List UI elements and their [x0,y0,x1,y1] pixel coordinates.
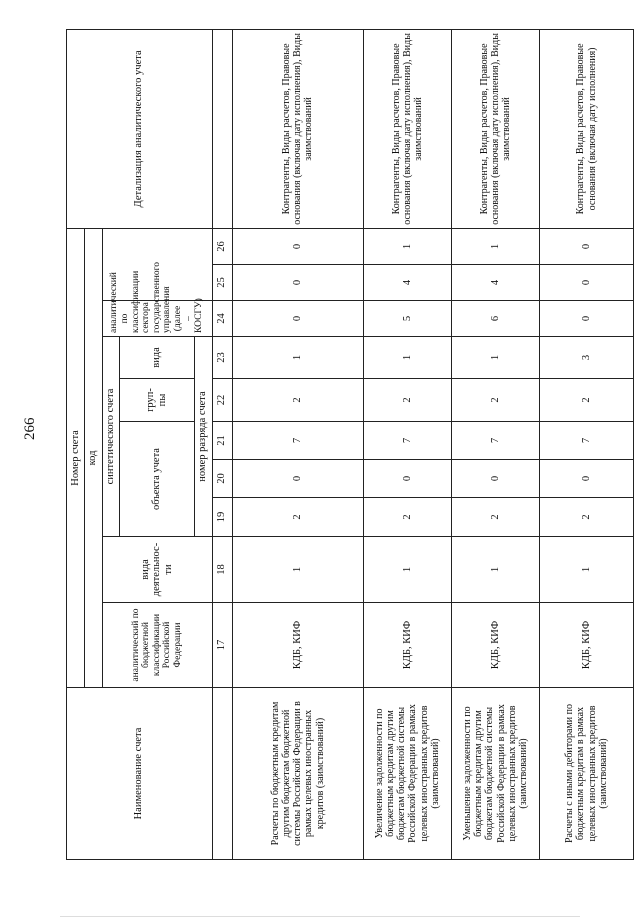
digit-20-value: 0 [540,460,634,498]
account-name: Расчеты по бюджетным кредитам другим бюджетам бюджетной системы Российской Федерации в рамках целевых иностранных кредитов (заимствований) [232,688,363,860]
kind-value: 3 [540,337,634,379]
kosgu-26-value: 0 [232,228,363,264]
header-synthetic: синтетического счета [102,337,120,537]
digit-19-value: 2 [452,498,540,537]
accounts-table [66,29,634,860]
group-value: 2 [363,379,451,422]
kosgu-26-value: 1 [452,228,540,264]
activity-code: 1 [540,537,634,603]
activity-code: 1 [232,537,363,603]
budget-code: КДБ, КИФ [452,603,540,688]
detail-text: Контрагенты, Виды расчетов, Правовые основания (включая дату исполнения) [540,29,634,228]
kosgu-26-value: 1 [363,228,451,264]
digit-19-value: 2 [232,498,363,537]
header-code: код [84,228,102,687]
digit-blank [212,688,232,860]
kosgu-25-value: 4 [452,265,540,301]
budget-code: КДБ, КИФ [540,603,634,688]
account-name: Уменьшение задолженности по бюджетным кредитам другим бюджетам бюджетной системы Российской Федерации в рамках целевых иностранных кредитов (заимствований) [452,688,540,860]
kosgu-25-value: 0 [540,265,634,301]
group-value: 2 [540,379,634,422]
digit-24: 24 [212,301,232,337]
header-activity-type: вида деятельнос-ти [102,537,212,603]
kosgu-25-value: 4 [363,265,451,301]
digit-20: 20 [212,460,232,498]
kosgu-24-value: 0 [232,301,363,337]
account-name: Расчеты с иными дебиторами по бюджетным кредитам в рамках целевых иностранных кредитов (заимствований) [540,688,634,860]
header-kosgu: аналитический по классификации сектора государственного управления (далее – КОСГУ) [102,301,212,337]
budget-code: КДБ, КИФ [232,603,363,688]
header-account-name: Наименование счета [67,688,213,860]
header-kind: вида [120,337,194,379]
table-row [232,29,363,859]
table-row [363,29,451,859]
digits-row [212,29,232,859]
kosgu-24-value: 0 [540,301,634,337]
activity-code: 1 [452,537,540,603]
digit-21: 21 [212,422,232,460]
page-number: 266 [22,417,38,440]
table-row [452,29,540,859]
digit-20-value: 0 [452,460,540,498]
group-value: 2 [232,379,363,422]
header-object: объекта учета [120,422,194,537]
detail-text: Контрагенты, Виды расчетов, Правовые основания (включая дату исполнения), Виды заимствований [232,29,363,228]
digit-19: 19 [212,498,232,537]
digit-blank-detail [212,29,232,228]
scan-edge-divider [60,916,580,917]
group-value: 2 [452,379,540,422]
digit-21-value: 7 [232,422,363,460]
digit-20-value: 0 [232,460,363,498]
digit-26: 26 [212,228,232,264]
header-detail: Детализация аналитического учета [67,29,213,228]
kosgu-24-value: 6 [452,301,540,337]
kosgu-25-value: 0 [232,265,363,301]
digit-23: 23 [212,337,232,379]
digit-19-value: 2 [540,498,634,537]
digit-20-value: 0 [363,460,451,498]
kosgu-26-value: 0 [540,228,634,264]
header-account-number: Номер счета [67,228,85,687]
kind-value: 1 [363,337,451,379]
kind-value: 1 [452,337,540,379]
budget-code: КДБ, КИФ [363,603,451,688]
header-digit-number: номер разряда счета [194,337,212,537]
table-row [540,29,634,859]
header-analytical-budget: аналитический по бюджетной классификации Российской Федерации [102,603,212,688]
rotated-table-wrapper [66,30,634,860]
digit-25: 25 [212,265,232,301]
digit-17: 17 [212,603,232,688]
detail-text: Контрагенты, Виды расчетов, Правовые основания (включая дату исполнения), Виды заимствований [452,29,540,228]
digit-19-value: 2 [363,498,451,537]
detail-text: Контрагенты, Виды расчетов, Правовые основания (включая дату исполнения), Виды заимствований [363,29,451,228]
activity-code: 1 [363,537,451,603]
digit-21-value: 7 [363,422,451,460]
digit-21-value: 7 [540,422,634,460]
kosgu-24-value: 5 [363,301,451,337]
digit-18: 18 [212,537,232,603]
account-name: Увеличение задолженности по бюджетным кредитам другим бюджетам бюджетной системы Российской Федерации в рамках целевых иностранных кредитов (заимствований) [363,688,451,860]
kind-value: 1 [232,337,363,379]
header-group: груп-пы [120,379,194,422]
digit-22: 22 [212,379,232,422]
digit-21-value: 7 [452,422,540,460]
